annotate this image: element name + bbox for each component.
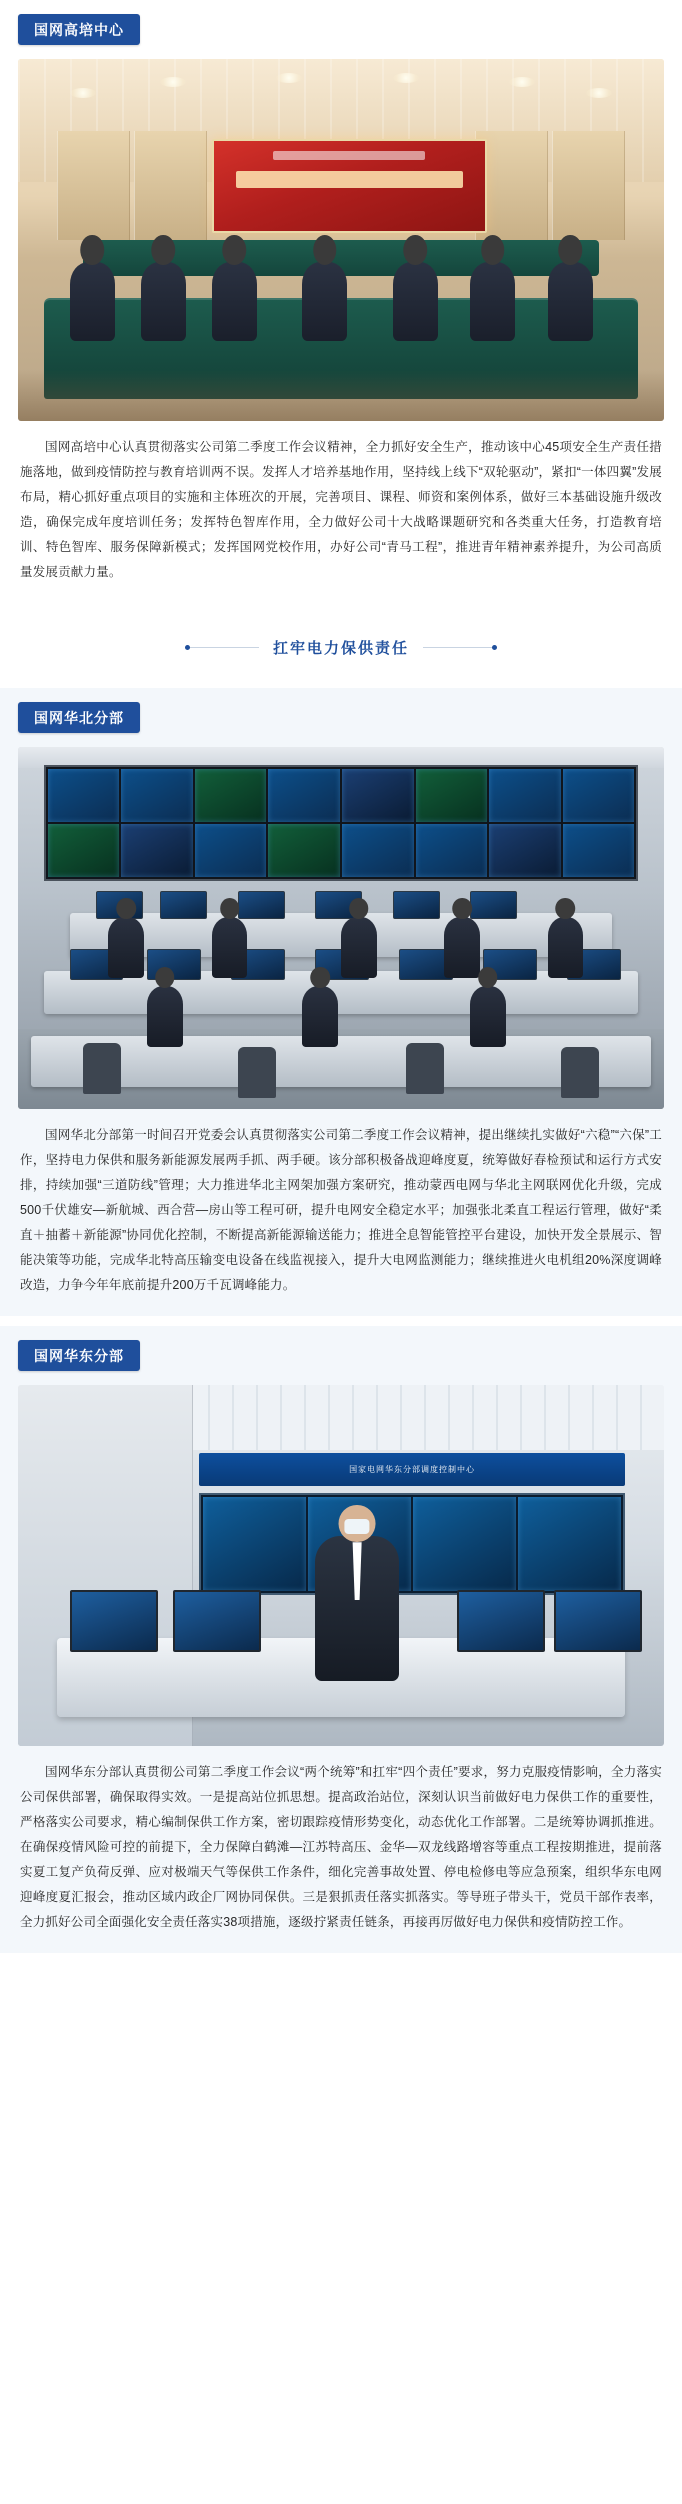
conference-hall-photo bbox=[18, 59, 664, 421]
divider-line-left bbox=[185, 647, 259, 648]
person-figure bbox=[315, 1536, 399, 1681]
divider-heading bbox=[0, 603, 682, 688]
section-tag-wrap bbox=[0, 1326, 682, 1381]
section-paragraph: 国网华东分部认真贯彻公司第二季度工作会议“两个统筹”和扛牢“四个责任”要求，努力克服疫情影响，全力落实公司保供部署，确保取得实效。一是提高站位抓思想。提高政治站位，深刻认识当前做好电力保供工作的重要性，严格落实公司要求，精心编制保供工作方案，密切跟踪疫情形势变化，动态优化工作部署。二是统筹协调抓推进。在确保疫情风险可控的前提下，全力保障白鹤滩—江苏特高压、金华—双龙线路增容等重点工程按期推进，提前落实夏工复产负荷反弹、应对极端天气等保供工作条件，细化完善事故处置、停电检修电等应急预案，组织华东电网迎峰度夏汇报会，推动区域内政企厂网协同保供。三是狠抓责任落实抓落实。等导班子带头干，党员干部作表率，全力抓好公司全面强化安全责任落实38项措施，逐级拧紧责任链条，再接再厉做好电力保供和疫情防控工作。 bbox=[20, 1765, 662, 1930]
section-tag-label: 国网华东分部 bbox=[18, 1340, 140, 1371]
section-huabei-branch bbox=[0, 688, 682, 1316]
stage-backdrop-screen bbox=[212, 139, 487, 233]
section-tag-wrap bbox=[0, 0, 682, 55]
section-spacer bbox=[0, 1316, 682, 1326]
section-gaopei-center bbox=[0, 0, 682, 603]
section-huadong-branch bbox=[0, 1326, 682, 1954]
section-tag-label: 国网华北分部 bbox=[18, 702, 140, 733]
divider-line-right bbox=[423, 647, 497, 648]
video-wall bbox=[44, 765, 638, 882]
section-tag-wrap bbox=[0, 688, 682, 743]
section-paragraph: 国网华北分部第一时间召开党委会认真贯彻落实公司第二季度工作会议精神，提出继续扎实做好“六稳”“六保”工作，坚持电力保供和服务新能源发展两手抓、两手硬。该分部积极备战迎峰度夏，统筹做好春检预试和运行方式安排，持续加强“三道防线”管理；大力推进华北主网架加强方案研究，推动蒙西电网与华北主网联网优化升级，完成500千伏雄安—新航城、西合营—房山等工程可研，提升电网安全稳定水平；加强张北柔直工程运行管理，做好“柔直＋抽蓄＋新能源”协同优化控制，不断提高新能源输送能力；推进全息智能管控平台建设，加快开发全景展示、智能决策等功能，完成华北特高压输变电设备在线监视接入，提升大电网监测能力；继续推进火电机组20%深度调峰改造，力争今年年底前提升200万千瓦调峰能力。 bbox=[20, 1127, 662, 1292]
divider-title: 扛牢电力保供责任 bbox=[272, 639, 409, 657]
section-paragraph: 国网高培中心认真贯彻落实公司第二季度工作会议精神，全力抓好安全生产，推动该中心45项安全生产责任措施落地，做到疫情防控与教育培训两不误。发挥人才培养基地作用，坚持线上线下“双轮驱动”，紧扣“一体四翼”发展布局，精心抓好重点项目的实施和主体班次的开展，完善项目、课程、师资和案例体系，做好三本基础设施升级改造，确保完成年度培训任务；发挥特色智库作用，全力做好公司十大战略课题研究和各类重大任务，打造教育培训、特色智库、服务保障新模式；发挥国网党校作用，办好公司“青马工程”，推进青年精神素养提升，为公司高质量发展贡献力量。 bbox=[20, 439, 662, 579]
video-wall bbox=[199, 1493, 625, 1595]
dispatch-center-banner-text: 国家电网华东分部调度控制中心 bbox=[199, 1453, 625, 1486]
control-room-photo bbox=[18, 747, 664, 1109]
section-tag-label: 国网高培中心 bbox=[18, 14, 140, 45]
dispatch-center-photo bbox=[18, 1385, 664, 1747]
